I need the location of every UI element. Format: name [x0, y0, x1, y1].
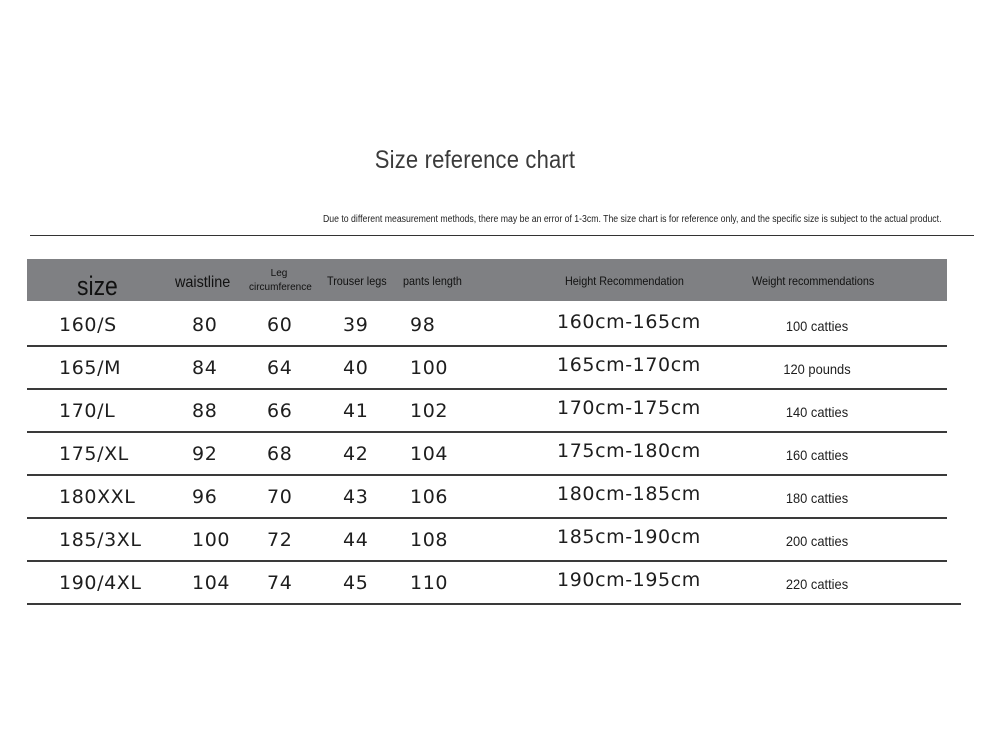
- table-row: [27, 562, 947, 605]
- table-row: [27, 347, 947, 390]
- cell-waistline: 84: [192, 357, 218, 379]
- cell-weight: 200 catties: [785, 533, 849, 549]
- cell-size: 175/XL: [59, 443, 129, 465]
- table-header: [27, 259, 947, 301]
- cell-leg: 60: [267, 314, 293, 336]
- cell-waistline: 92: [192, 443, 218, 465]
- header-pants-length: pants length: [403, 274, 462, 288]
- cell-weight: 140 catties: [785, 404, 849, 420]
- cell-trouser: 42: [343, 443, 369, 465]
- header-leg-circumference: [249, 267, 312, 295]
- cell-trouser: 39: [343, 314, 369, 336]
- cell-weight: 120 pounds: [783, 361, 851, 377]
- cell-pants: 102: [410, 400, 449, 422]
- header-weight-recommendations: Weight recommendations: [752, 274, 875, 288]
- cell-height: 180cm-185cm: [557, 483, 701, 505]
- table-row: [27, 304, 947, 347]
- table-row: [27, 390, 947, 433]
- row-divider: [27, 603, 961, 605]
- cell-leg: 68: [267, 443, 293, 465]
- cell-leg: 74: [267, 572, 293, 594]
- cell-pants: 100: [410, 357, 449, 379]
- header-leg-line1: Leg: [270, 268, 288, 279]
- table-row: [27, 433, 947, 476]
- cell-weight: 160 catties: [785, 447, 849, 463]
- cell-size: 170/L: [59, 400, 116, 422]
- table-row: [27, 519, 947, 562]
- cell-waistline: 104: [192, 572, 231, 594]
- cell-height: 185cm-190cm: [557, 526, 701, 548]
- cell-size: 190/4XL: [59, 572, 142, 594]
- cell-height: 190cm-195cm: [557, 569, 701, 591]
- cell-trouser: 44: [343, 529, 369, 551]
- cell-weight: 220 catties: [785, 576, 849, 592]
- cell-size: 185/3XL: [59, 529, 142, 551]
- cell-leg: 70: [267, 486, 293, 508]
- top-divider: [30, 235, 974, 236]
- page-title: Size reference chart: [374, 146, 576, 174]
- cell-pants: 108: [410, 529, 449, 551]
- cell-waistline: 80: [192, 314, 218, 336]
- cell-trouser: 43: [343, 486, 369, 508]
- cell-height: 165cm-170cm: [557, 354, 701, 376]
- cell-height: 170cm-175cm: [557, 397, 701, 419]
- cell-waistline: 96: [192, 486, 218, 508]
- table-row: [27, 476, 947, 519]
- cell-size: 160/S: [59, 314, 117, 336]
- measurement-note: Due to different measurement methods, there may be an error of 1-3cm. The size chart is for reference only, and the specific size is subject to the actual product.: [323, 214, 942, 225]
- cell-trouser: 41: [343, 400, 369, 422]
- cell-height: 160cm-165cm: [557, 311, 701, 333]
- cell-size: 165/M: [59, 357, 122, 379]
- header-leg-line2: circumference: [249, 282, 312, 293]
- header-waistline: waistline: [175, 274, 231, 291]
- header-trouser-legs: Trouser legs: [327, 274, 387, 288]
- cell-leg: 64: [267, 357, 293, 379]
- cell-trouser: 40: [343, 357, 369, 379]
- cell-size: 180XXL: [59, 486, 136, 508]
- header-height-recommendation: Height Recommendation: [565, 274, 684, 288]
- cell-pants: 98: [410, 314, 436, 336]
- cell-pants: 110: [410, 572, 449, 594]
- cell-leg: 72: [267, 529, 293, 551]
- cell-waistline: 88: [192, 400, 218, 422]
- cell-waistline: 100: [192, 529, 231, 551]
- cell-pants: 106: [410, 486, 449, 508]
- header-size: size: [77, 271, 118, 301]
- cell-leg: 66: [267, 400, 293, 422]
- cell-height: 175cm-180cm: [557, 440, 701, 462]
- cell-trouser: 45: [343, 572, 369, 594]
- cell-weight: 180 catties: [785, 490, 849, 506]
- cell-pants: 104: [410, 443, 449, 465]
- cell-weight: 100 catties: [785, 318, 849, 334]
